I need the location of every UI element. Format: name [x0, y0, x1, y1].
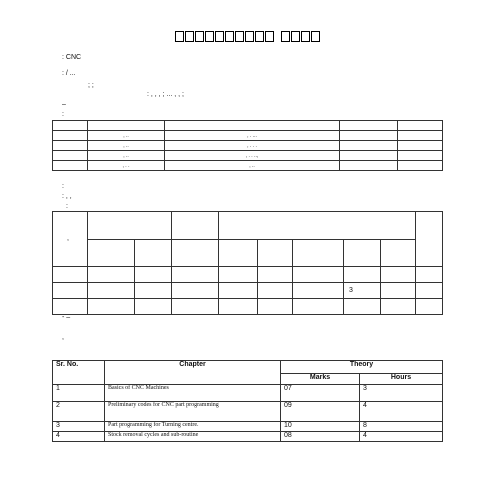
- missing-glyph-box: [291, 31, 300, 42]
- table-row: [53, 141, 443, 151]
- marks-cell: 08: [281, 432, 360, 442]
- table-cell: , . ...: [165, 131, 340, 141]
- header-hours: Hours: [360, 374, 443, 385]
- table-row: [53, 151, 443, 161]
- missing-glyph-box: [281, 31, 290, 42]
- table-cell: , . . .: [165, 141, 340, 151]
- table-row: [53, 267, 443, 283]
- header-line-4: : , , , ; ... , , ;: [147, 91, 184, 98]
- marks-cell: 10: [281, 422, 360, 432]
- missing-glyph-box: [265, 31, 274, 42]
- table-cell: , ..: [88, 131, 165, 141]
- sr-cell: 2: [53, 402, 105, 422]
- mid-note-1: :: [62, 183, 64, 190]
- page-title: [0, 30, 495, 42]
- header-sr-no: Sr. No.: [53, 361, 105, 385]
- missing-glyph-box: [235, 31, 244, 42]
- missing-glyph-box: [255, 31, 264, 42]
- marks-cell: 07: [281, 385, 360, 402]
- scheme-table: [52, 120, 443, 171]
- sr-cell: 3: [53, 422, 105, 432]
- header-line-2: : / ...: [62, 70, 76, 77]
- header-line-3: ; ;: [88, 82, 94, 89]
- mid-note-2: : , ,: [62, 193, 72, 200]
- table-row: [53, 161, 443, 171]
- header-line-6: :: [62, 111, 64, 118]
- sr-cell: 1: [53, 385, 105, 402]
- table-row: [53, 385, 443, 402]
- header-chapter: Chapter: [105, 361, 281, 385]
- exam-scheme-table: [52, 211, 443, 315]
- table-row: [53, 240, 443, 267]
- missing-glyph-box: [185, 31, 194, 42]
- hours-cell: 8: [360, 422, 443, 432]
- hours-cell: 3: [360, 385, 443, 402]
- missing-glyph-box: [175, 31, 184, 42]
- table-row: [53, 299, 443, 315]
- missing-glyph-box: [195, 31, 204, 42]
- mid-note-3: :: [66, 203, 68, 210]
- table-row: [53, 283, 443, 299]
- syllabus-table: [52, 360, 443, 442]
- table-row: [53, 402, 443, 422]
- sr-cell: 4: [53, 432, 105, 442]
- chapter-cell: Stock removal cycles and sub-routine: [105, 432, 281, 442]
- header-line-5: –: [62, 101, 66, 108]
- table-cell: , ..: [88, 141, 165, 151]
- chapter-cell: Preliminary codes for CNC part programming: [105, 402, 281, 422]
- table-cell: , . . ..,: [165, 151, 340, 161]
- bottom-note-1: - –: [62, 314, 71, 321]
- marks-cell: 09: [281, 402, 360, 422]
- table-cell: 3: [344, 283, 381, 299]
- missing-glyph-box: [301, 31, 310, 42]
- table-cell: , ..: [165, 161, 340, 171]
- header-theory: Theory: [281, 361, 443, 374]
- table-row: [53, 361, 443, 374]
- title-glyph-boxes: [175, 30, 321, 42]
- missing-glyph-box: [311, 31, 320, 42]
- table-row: [53, 121, 443, 131]
- table-row: [53, 422, 443, 432]
- table-row: [53, 131, 443, 141]
- table-row: [53, 212, 443, 240]
- missing-glyph-box: [205, 31, 214, 42]
- bottom-note-2: ,: [62, 334, 64, 341]
- header-marks: Marks: [281, 374, 360, 385]
- header-line-course: : CNC: [62, 54, 82, 61]
- missing-glyph-box: [245, 31, 254, 42]
- hours-cell: 4: [360, 402, 443, 422]
- chapter-cell: Part programming for Turning centre.: [105, 422, 281, 432]
- hours-cell: 4: [360, 432, 443, 442]
- table-row: [53, 432, 443, 442]
- missing-glyph-box: [215, 31, 224, 42]
- missing-glyph-box: [225, 31, 234, 42]
- table-cell: , ..: [88, 151, 165, 161]
- table-cell: ,: [53, 212, 88, 267]
- table-cell: , . .: [88, 161, 165, 171]
- chapter-cell: Basics of CNC Machines: [105, 385, 281, 402]
